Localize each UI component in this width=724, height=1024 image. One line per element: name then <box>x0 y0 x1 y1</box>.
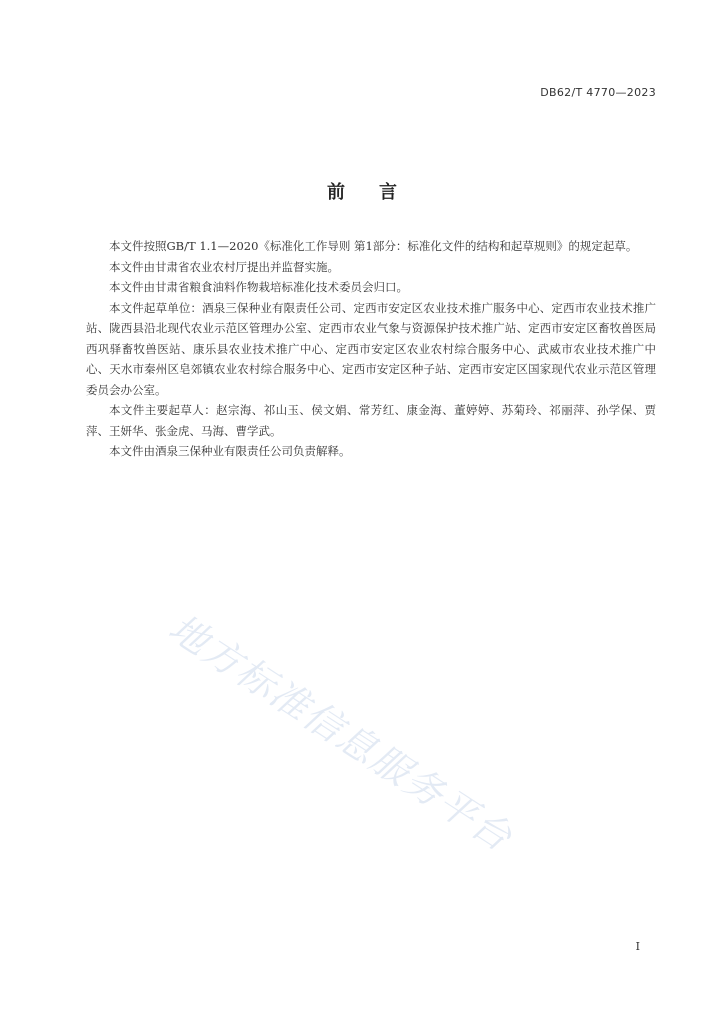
page-title: 前言 <box>327 182 431 203</box>
paragraph-committee: 本文件由甘肃省粮食油料作物栽培标准化技术委员会归口。 <box>109 280 408 294</box>
watermark: 地方标准信息服务平台 <box>161 605 521 861</box>
paragraph-proposer: 本文件由甘肃省农业农村厅提出并监督实施。 <box>109 259 339 274</box>
foreword-body <box>86 236 656 462</box>
page-number: I <box>635 940 640 953</box>
paragraph-interpretation: 本文件由酒泉三保种业有限责任公司负责解释。 <box>109 444 351 458</box>
paragraph-drafters: 本文件主要起草人：赵宗海、祁山玉、侯文娟、常芳红、康金海、董婷婷、苏菊玲、祁丽萍、孙学保、贾萍、王妍华、张金虎、马海、曹学武。 <box>86 403 656 438</box>
paragraph-drafting-rules: 本文件按照GB/T 1.1—2020《标准化工作导则 第1部分：标准化文件的结构和起草规则》的规定起草。 <box>109 239 638 253</box>
document-code: DB62/T 4770—2023 <box>540 86 656 99</box>
paragraph-drafting-units: 本文件起草单位：酒泉三保种业有限责任公司、定西市安定区农业技术推广服务中心、定西市农业技术推广站、陇西县沿北现代农业示范区管理办公室、定西市农业气象与资源保护技术推广站、定西市安定区畜牧兽医局西巩驿畜牧兽医站、康乐县农业技术推广中心、定西市安定区农业农村综合服务中心、武威市农业技术推广中心、天水市秦州区皂郊镇农业农村综合服务中心、定西市安定区种子站、定西市安定区国家现代农业示范区管理委员会办公室。 <box>86 300 656 397</box>
